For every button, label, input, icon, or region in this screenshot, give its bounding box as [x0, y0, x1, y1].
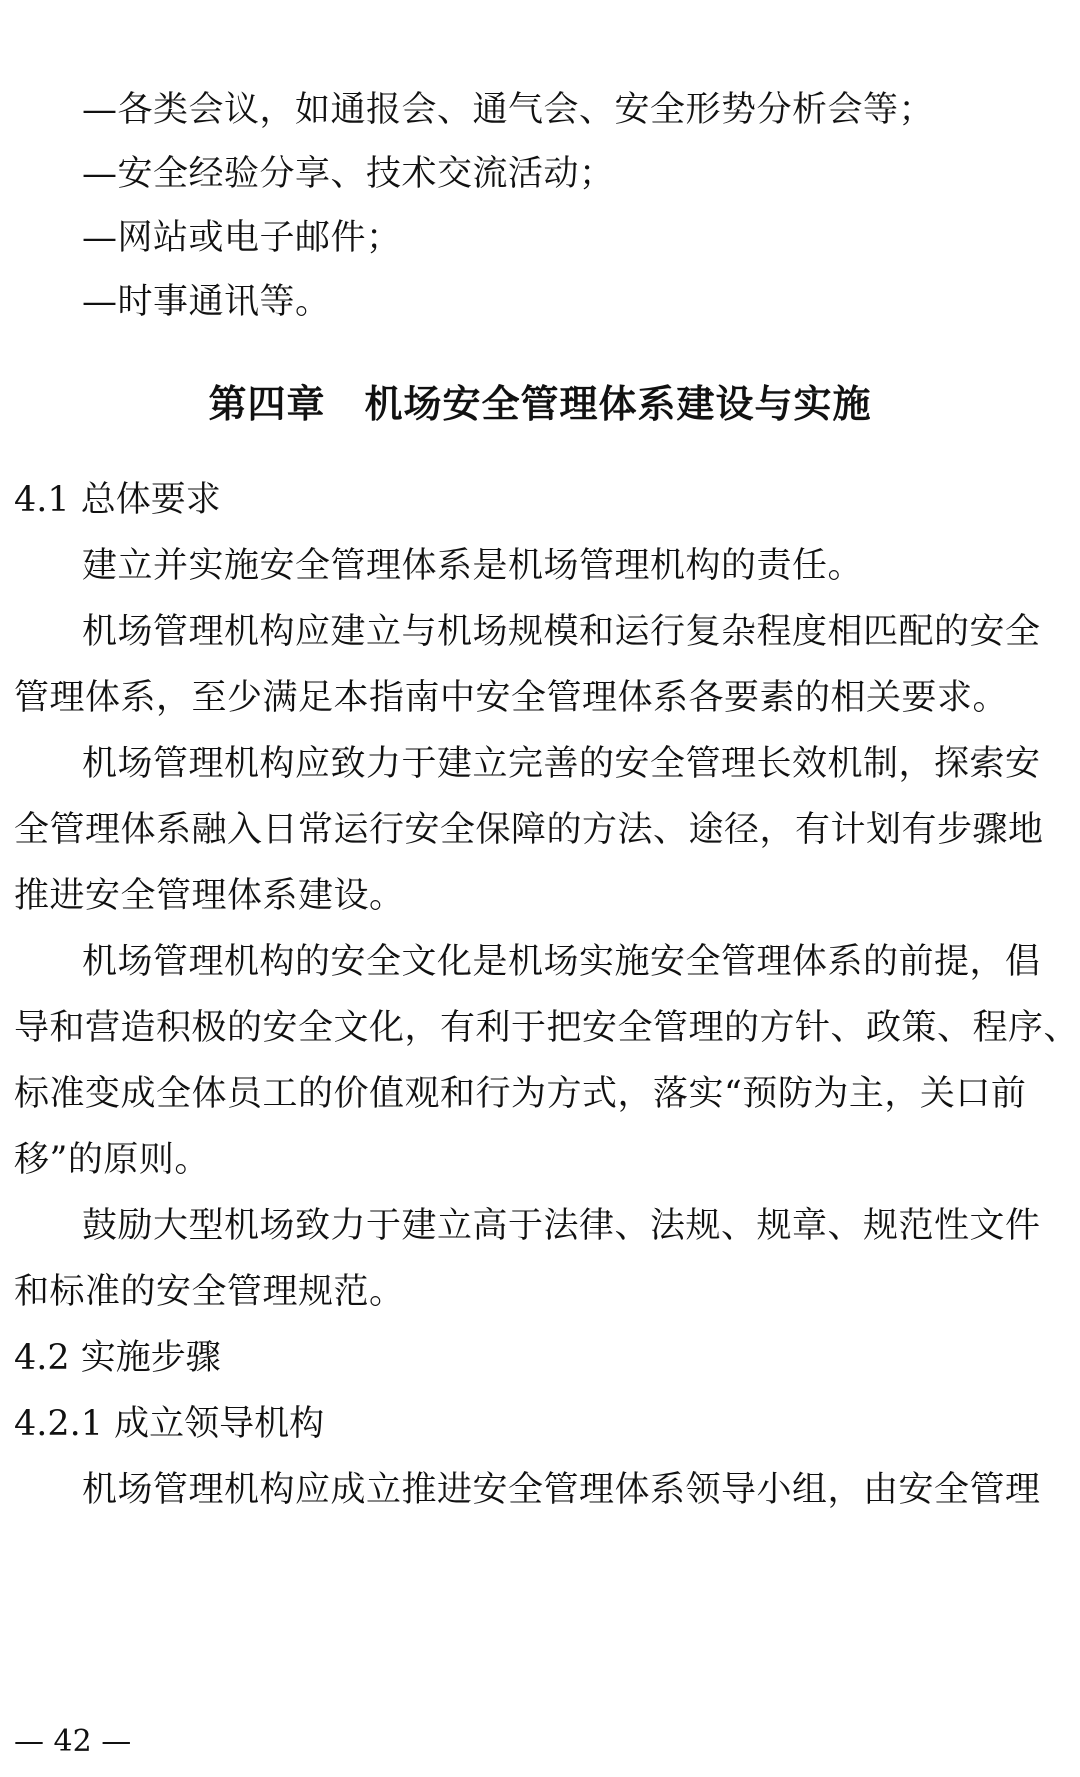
section-heading-4-2: 4.2 实施步骤 [14, 1338, 221, 1378]
bullet-item: —时事通讯等。 [82, 282, 331, 322]
paragraph-line: 标准变成全体员工的价值观和行为方式，落实“预防为主，关口前 [14, 1074, 1027, 1114]
chapter-title: 第四章 机场安全管理体系建设与实施 [208, 382, 872, 426]
paragraph-line: 建立并实施安全管理体系是机场管理机构的责任。 [82, 546, 864, 586]
paragraph-line: 机场管理机构的安全文化是机场实施安全管理体系的前提，倡 [82, 942, 1041, 982]
section-heading-4-1: 4.1 总体要求 [14, 480, 221, 520]
page-number: — 42 — [14, 1724, 132, 1759]
section-heading-4-2-1: 4.2.1 成立领导机构 [14, 1404, 325, 1444]
bullet-item: —网站或电子邮件； [82, 218, 402, 258]
paragraph-line: 管理体系，至少满足本指南中安全管理体系各要素的相关要求。 [14, 678, 1009, 718]
paragraph-line: 机场管理机构应成立推进安全管理体系领导小组，由安全管理 [82, 1470, 1041, 1510]
bullet-item: —安全经验分享、技术交流活动； [82, 154, 615, 194]
paragraph-line: 机场管理机构应建立与机场规模和运行复杂程度相匹配的安全 [82, 612, 1041, 652]
paragraph-line: 全管理体系融入日常运行安全保障的方法、途径，有计划有步骤地 [14, 810, 1044, 850]
paragraph-line: 机场管理机构应致力于建立完善的安全管理长效机制，探索安 [82, 744, 1041, 784]
bullet-item: —各类会议，如通报会、通气会、安全形势分析会等； [82, 90, 935, 130]
paragraph-line: 移”的原则。 [14, 1140, 210, 1180]
paragraph-line: 鼓励大型机场致力于建立高于法律、法规、规章、规范性文件 [82, 1206, 1041, 1246]
paragraph-line: 导和营造积极的安全文化，有利于把安全管理的方针、政策、程序、 [14, 1008, 1080, 1048]
paragraph-line: 推进安全管理体系建设。 [14, 876, 405, 916]
paragraph-line: 和标准的安全管理规范。 [14, 1272, 405, 1312]
